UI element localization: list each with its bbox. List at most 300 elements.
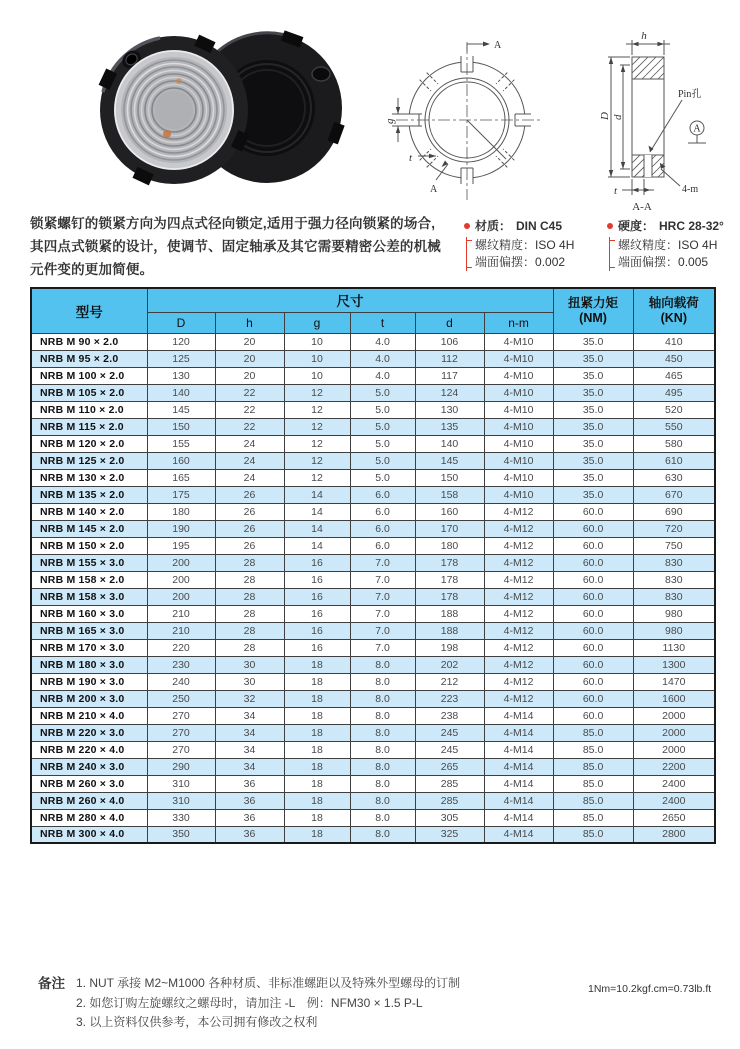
value-cell: 290: [147, 758, 215, 775]
dim-D-label: D: [599, 112, 611, 120]
thread-precision-value: ISO 4H: [678, 238, 718, 252]
value-cell: 4-M12: [484, 520, 553, 537]
table-row: [31, 367, 715, 384]
value-cell: 18: [284, 809, 350, 826]
value-cell: 18: [284, 724, 350, 741]
value-cell: 35.0: [553, 486, 633, 503]
four-m-label: 4-m: [682, 184, 699, 195]
value-cell: 14: [284, 486, 350, 503]
value-cell: 720: [633, 520, 715, 537]
table-row: [31, 537, 715, 554]
value-cell: 6.0: [350, 503, 415, 520]
value-cell: 495: [633, 384, 715, 401]
value-cell: 20: [215, 333, 284, 350]
model-cell: NRB M 125 × 2.0: [31, 452, 147, 469]
value-cell: 158: [415, 486, 484, 503]
table-row: [31, 401, 715, 418]
value-cell: 220: [147, 639, 215, 656]
value-cell: 188: [415, 605, 484, 622]
description-line: 锁紧螺钉的锁紧方向为四点式径向锁定,适用于强力径向锁紧的场合,: [30, 216, 436, 231]
value-cell: 7.0: [350, 588, 415, 605]
value-cell: 16: [284, 639, 350, 656]
value-cell: 190: [147, 520, 215, 537]
value-cell: 5.0: [350, 469, 415, 486]
value-cell: 10: [284, 333, 350, 350]
value-cell: 28: [215, 622, 284, 639]
value-cell: 4-M14: [484, 809, 553, 826]
value-cell: 34: [215, 724, 284, 741]
dim-t-front-label: t: [409, 152, 413, 164]
value-cell: 135: [415, 418, 484, 435]
table-row: [31, 809, 715, 826]
spec-column-hardness: [607, 217, 736, 271]
notes-heading: 备注: [38, 976, 65, 991]
value-cell: 980: [633, 622, 715, 639]
value-cell: 4-M10: [484, 435, 553, 452]
value-cell: 22: [215, 418, 284, 435]
value-cell: 106: [415, 333, 484, 350]
table-row: [31, 350, 715, 367]
table-row: [31, 775, 715, 792]
table-row: [31, 639, 715, 656]
value-cell: 26: [215, 503, 284, 520]
table-row: [31, 384, 715, 401]
red-bullet-icon: [607, 223, 613, 229]
value-cell: 4.0: [350, 333, 415, 350]
value-cell: 7.0: [350, 639, 415, 656]
spec-column-material: [464, 217, 593, 271]
value-cell: 4-M14: [484, 707, 553, 724]
value-cell: 30: [215, 656, 284, 673]
value-cell: 12: [284, 401, 350, 418]
value-cell: 35.0: [553, 452, 633, 469]
model-cell: NRB M 135 × 2.0: [31, 486, 147, 503]
value-cell: 35.0: [553, 384, 633, 401]
value-cell: 178: [415, 571, 484, 588]
table-row: [31, 826, 715, 843]
value-cell: 32: [215, 690, 284, 707]
datum-label: A: [693, 123, 701, 135]
value-cell: 170: [415, 520, 484, 537]
value-cell: 60.0: [553, 605, 633, 622]
note-item: 3. 以上资料仅供参考，本公司拥有修改之权利: [76, 1015, 318, 1029]
table-row: [31, 588, 715, 605]
description-line: 其四点式锁紧的设计，使调节、固定轴承及其它需要精密公差的机械: [30, 239, 441, 254]
value-cell: 36: [215, 826, 284, 843]
col-header-torque: 扭紧力矩 (NM): [553, 288, 633, 333]
value-cell: 18: [284, 826, 350, 843]
value-cell: 16: [284, 571, 350, 588]
face-runout-label: 端面偏摆：: [475, 255, 536, 269]
value-cell: 18: [284, 656, 350, 673]
value-cell: 188: [415, 622, 484, 639]
value-cell: 150: [415, 469, 484, 486]
value-cell: 1300: [633, 656, 715, 673]
value-cell: 198: [415, 639, 484, 656]
value-cell: 410: [633, 333, 715, 350]
value-cell: 4-M10: [484, 350, 553, 367]
model-cell: NRB M 200 × 3.0: [31, 690, 147, 707]
col-header-d: d: [415, 312, 484, 333]
value-cell: 5.0: [350, 435, 415, 452]
value-cell: 14: [284, 520, 350, 537]
value-cell: 2400: [633, 775, 715, 792]
value-cell: 4-M10: [484, 367, 553, 384]
col-header-n-m: n-m: [484, 312, 553, 333]
value-cell: 8.0: [350, 741, 415, 758]
value-cell: 7.0: [350, 554, 415, 571]
model-cell: NRB M 100 × 2.0: [31, 367, 147, 384]
value-cell: 124: [415, 384, 484, 401]
value-cell: 8.0: [350, 809, 415, 826]
model-cell: NRB M 120 × 2.0: [31, 435, 147, 452]
thread-precision-label: 螺纹精度：: [475, 238, 536, 252]
value-cell: 265: [415, 758, 484, 775]
value-cell: 160: [415, 503, 484, 520]
model-cell: NRB M 190 × 3.0: [31, 673, 147, 690]
table-row: [31, 741, 715, 758]
value-cell: 14: [284, 503, 350, 520]
value-cell: 24: [215, 435, 284, 452]
value-cell: 4-M10: [484, 418, 553, 435]
table-row: [31, 435, 715, 452]
material-value: DIN C45: [516, 218, 563, 233]
value-cell: 8.0: [350, 724, 415, 741]
col-header-t: t: [350, 312, 415, 333]
value-cell: 330: [147, 809, 215, 826]
value-cell: 16: [284, 554, 350, 571]
spec-table-body: [31, 333, 715, 843]
value-cell: 4-M14: [484, 826, 553, 843]
value-cell: 26: [215, 486, 284, 503]
value-cell: 85.0: [553, 826, 633, 843]
value-cell: 4-M14: [484, 724, 553, 741]
value-cell: 4-M12: [484, 554, 553, 571]
table-row: [31, 486, 715, 503]
value-cell: 112: [415, 350, 484, 367]
value-cell: 178: [415, 588, 484, 605]
value-cell: 4-M12: [484, 503, 553, 520]
col-header-size-group: 尺寸: [147, 288, 553, 312]
value-cell: 35.0: [553, 418, 633, 435]
value-cell: 145: [147, 401, 215, 418]
value-cell: 125: [147, 350, 215, 367]
value-cell: 4-M10: [484, 333, 553, 350]
value-cell: 310: [147, 792, 215, 809]
value-cell: 26: [215, 520, 284, 537]
value-cell: 120: [147, 333, 215, 350]
pin-hole-label: Pin孔: [678, 89, 702, 100]
dimension-table: [30, 287, 716, 844]
model-cell: NRB M 110 × 2.0: [31, 401, 147, 418]
value-cell: 4-M12: [484, 588, 553, 605]
section-arrow-label-top: A: [494, 40, 502, 51]
value-cell: 285: [415, 775, 484, 792]
table-row: [31, 656, 715, 673]
value-cell: 14: [284, 537, 350, 554]
value-cell: 4-M12: [484, 656, 553, 673]
value-cell: 34: [215, 758, 284, 775]
product-photo: [52, 4, 388, 210]
dim-d-label: d: [612, 114, 624, 120]
value-cell: 130: [147, 367, 215, 384]
value-cell: 4.0: [350, 350, 415, 367]
value-cell: 16: [284, 622, 350, 639]
value-cell: 35.0: [553, 350, 633, 367]
table-row: [31, 333, 715, 350]
value-cell: 270: [147, 724, 215, 741]
face-runout-value: 0.002: [535, 255, 566, 269]
unit-conversion-note: 1Nm=10.2kgf.cm=0.73lb.ft: [588, 983, 712, 995]
value-cell: 28: [215, 571, 284, 588]
value-cell: 60.0: [553, 656, 633, 673]
table-row: [31, 452, 715, 469]
value-cell: 310: [147, 775, 215, 792]
face-runout-label: 端面偏摆：: [618, 255, 679, 269]
value-cell: 34: [215, 741, 284, 758]
value-cell: 690: [633, 503, 715, 520]
col-header-h: h: [215, 312, 284, 333]
value-cell: 4-M12: [484, 571, 553, 588]
value-cell: 230: [147, 656, 215, 673]
red-bullet-icon: [464, 223, 470, 229]
value-cell: 200: [147, 554, 215, 571]
table-row: [31, 724, 715, 741]
value-cell: 35.0: [553, 435, 633, 452]
value-cell: 180: [147, 503, 215, 520]
value-cell: 195: [147, 537, 215, 554]
value-cell: 325: [415, 826, 484, 843]
value-cell: 140: [147, 384, 215, 401]
value-cell: 8.0: [350, 775, 415, 792]
value-cell: 238: [415, 707, 484, 724]
value-cell: 85.0: [553, 775, 633, 792]
value-cell: 2000: [633, 724, 715, 741]
value-cell: 7.0: [350, 605, 415, 622]
model-cell: NRB M 140 × 2.0: [31, 503, 147, 520]
value-cell: 85.0: [553, 724, 633, 741]
col-header-g: g: [284, 312, 350, 333]
value-cell: 60.0: [553, 588, 633, 605]
value-cell: 130: [415, 401, 484, 418]
value-cell: 4.0: [350, 367, 415, 384]
value-cell: 155: [147, 435, 215, 452]
material-label: 材质：: [475, 219, 512, 233]
value-cell: 60.0: [553, 503, 633, 520]
value-cell: 85.0: [553, 792, 633, 809]
value-cell: 980: [633, 605, 715, 622]
value-cell: 4-M10: [484, 469, 553, 486]
value-cell: 20: [215, 350, 284, 367]
dim-h-label: h: [641, 30, 647, 42]
face-runout-value: 0.005: [678, 255, 709, 269]
table-row: [31, 707, 715, 724]
model-cell: NRB M 105 × 2.0: [31, 384, 147, 401]
value-cell: 2200: [633, 758, 715, 775]
model-cell: NRB M 240 × 3.0: [31, 758, 147, 775]
value-cell: 450: [633, 350, 715, 367]
value-cell: 670: [633, 486, 715, 503]
col-header-axial-load: 轴向载荷 (KN): [633, 288, 715, 333]
value-cell: 202: [415, 656, 484, 673]
value-cell: 12: [284, 469, 350, 486]
table-row: [31, 554, 715, 571]
value-cell: 350: [147, 826, 215, 843]
model-cell: NRB M 180 × 3.0: [31, 656, 147, 673]
value-cell: 200: [147, 588, 215, 605]
table-row: [31, 792, 715, 809]
value-cell: 175: [147, 486, 215, 503]
table-row: [31, 690, 715, 707]
value-cell: 4-M12: [484, 690, 553, 707]
value-cell: 2400: [633, 792, 715, 809]
model-cell: NRB M 220 × 3.0: [31, 724, 147, 741]
value-cell: 5.0: [350, 384, 415, 401]
table-row: [31, 673, 715, 690]
value-cell: 35.0: [553, 367, 633, 384]
value-cell: 212: [415, 673, 484, 690]
value-cell: 26: [215, 537, 284, 554]
value-cell: 18: [284, 792, 350, 809]
value-cell: 8.0: [350, 792, 415, 809]
dim-g-label: g: [384, 118, 396, 124]
value-cell: 4-M10: [484, 401, 553, 418]
value-cell: 1600: [633, 690, 715, 707]
model-cell: NRB M 280 × 4.0: [31, 809, 147, 826]
value-cell: 16: [284, 605, 350, 622]
table-row: [31, 503, 715, 520]
model-cell: NRB M 158 × 3.0: [31, 588, 147, 605]
thread-precision-value: ISO 4H: [535, 238, 575, 252]
value-cell: 36: [215, 792, 284, 809]
section-arrow-label-bottom: A: [430, 184, 438, 195]
model-cell: NRB M 90 × 2.0: [31, 333, 147, 350]
table-row: [31, 571, 715, 588]
value-cell: 165: [147, 469, 215, 486]
value-cell: 85.0: [553, 758, 633, 775]
value-cell: 5.0: [350, 418, 415, 435]
value-cell: 210: [147, 605, 215, 622]
value-cell: 223: [415, 690, 484, 707]
value-cell: 270: [147, 707, 215, 724]
model-cell: NRB M 170 × 3.0: [31, 639, 147, 656]
value-cell: 28: [215, 605, 284, 622]
value-cell: 5.0: [350, 452, 415, 469]
value-cell: 6.0: [350, 486, 415, 503]
value-cell: 18: [284, 758, 350, 775]
value-cell: 28: [215, 639, 284, 656]
value-cell: 10: [284, 367, 350, 384]
hardness-value: HRC 28-32°: [659, 218, 724, 233]
value-cell: 18: [284, 707, 350, 724]
value-cell: 8.0: [350, 656, 415, 673]
model-cell: NRB M 260 × 3.0: [31, 775, 147, 792]
value-cell: 210: [147, 622, 215, 639]
value-cell: 60.0: [553, 554, 633, 571]
value-cell: 245: [415, 741, 484, 758]
model-cell: NRB M 145 × 2.0: [31, 520, 147, 537]
value-cell: 4-M12: [484, 605, 553, 622]
value-cell: 85.0: [553, 741, 633, 758]
value-cell: 285: [415, 792, 484, 809]
value-cell: 145: [415, 452, 484, 469]
value-cell: 20: [215, 367, 284, 384]
description-line: 元件变的更加简便。: [30, 262, 154, 277]
value-cell: 4-M10: [484, 384, 553, 401]
value-cell: 270: [147, 741, 215, 758]
model-cell: NRB M 300 × 4.0: [31, 826, 147, 843]
value-cell: 60.0: [553, 520, 633, 537]
table-row: [31, 622, 715, 639]
value-cell: 30: [215, 673, 284, 690]
table-row: [31, 605, 715, 622]
value-cell: 117: [415, 367, 484, 384]
col-header-D: D: [147, 312, 215, 333]
model-cell: NRB M 115 × 2.0: [31, 418, 147, 435]
value-cell: 18: [284, 775, 350, 792]
table-row: [31, 758, 715, 775]
value-cell: 8.0: [350, 690, 415, 707]
note-item: 2. 如您订购左旋螺纹之螺母时，请加注 -L 例：NFM30 × 1.5 P-L: [76, 995, 423, 1010]
section-name-label: A-A: [632, 201, 652, 213]
value-cell: 2000: [633, 741, 715, 758]
value-cell: 22: [215, 384, 284, 401]
value-cell: 4-M12: [484, 673, 553, 690]
model-cell: NRB M 150 × 2.0: [31, 537, 147, 554]
note-item: 1. NUT 承接 M2~M1000 各种材质、非标准螺距以及特殊外型螺母的订制: [76, 976, 461, 990]
value-cell: 24: [215, 452, 284, 469]
value-cell: 520: [633, 401, 715, 418]
value-cell: 60.0: [553, 690, 633, 707]
value-cell: 12: [284, 452, 350, 469]
value-cell: 240: [147, 673, 215, 690]
value-cell: 465: [633, 367, 715, 384]
value-cell: 4-M14: [484, 741, 553, 758]
value-cell: 36: [215, 775, 284, 792]
value-cell: 6.0: [350, 520, 415, 537]
value-cell: 60.0: [553, 622, 633, 639]
value-cell: 2800: [633, 826, 715, 843]
value-cell: 36: [215, 809, 284, 826]
hardness-label: 硬度：: [618, 219, 655, 233]
value-cell: 610: [633, 452, 715, 469]
value-cell: 4-M12: [484, 622, 553, 639]
value-cell: 580: [633, 435, 715, 452]
value-cell: 12: [284, 435, 350, 452]
value-cell: 22: [215, 401, 284, 418]
value-cell: 4-M10: [484, 452, 553, 469]
value-cell: 1130: [633, 639, 715, 656]
value-cell: 12: [284, 418, 350, 435]
value-cell: 2650: [633, 809, 715, 826]
value-cell: 180: [415, 537, 484, 554]
model-cell: NRB M 165 × 3.0: [31, 622, 147, 639]
table-row: [31, 418, 715, 435]
model-cell: NRB M 130 × 2.0: [31, 469, 147, 486]
spec-bracket: [609, 237, 736, 271]
value-cell: 60.0: [553, 571, 633, 588]
value-cell: 160: [147, 452, 215, 469]
value-cell: 4-M12: [484, 537, 553, 554]
product-description: [30, 212, 458, 281]
value-cell: 1470: [633, 673, 715, 690]
value-cell: 4-M10: [484, 486, 553, 503]
value-cell: 150: [147, 418, 215, 435]
model-cell: NRB M 155 × 3.0: [31, 554, 147, 571]
value-cell: 750: [633, 537, 715, 554]
value-cell: 8.0: [350, 826, 415, 843]
value-cell: 10: [284, 350, 350, 367]
